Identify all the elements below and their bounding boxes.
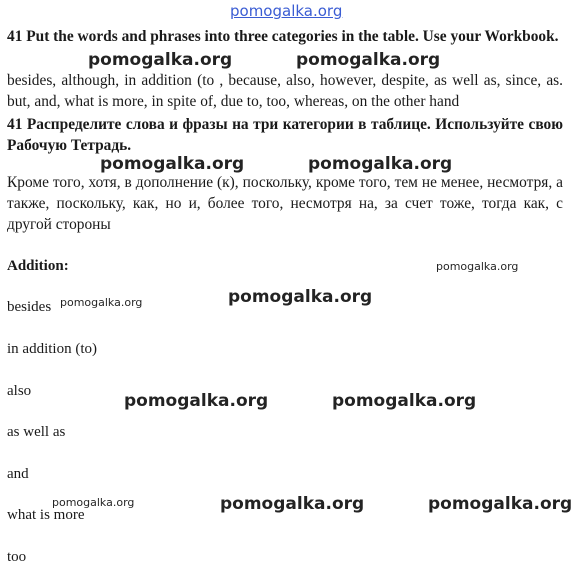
addition-item-in-addition: in addition (to) (7, 341, 97, 357)
watermark: pomogalka.org (88, 50, 233, 70)
watermark: pomogalka.org (436, 260, 519, 273)
addition-item-besides: besides (7, 299, 52, 315)
watermark: pomogalka.org (332, 391, 477, 411)
addition-item-too: too (7, 549, 27, 565)
watermark: pomogalka.org (228, 287, 373, 307)
watermark: pomogalka.org (52, 496, 135, 509)
watermark: pomogalka.org (296, 50, 441, 70)
watermark: pomogalka.org (124, 391, 269, 411)
task-title-en: 41 Put the words and phrases into three categories in the table. Use your Workbook. (7, 28, 559, 45)
site-watermark-top[interactable]: pomogalka.org (230, 2, 343, 20)
watermark: pomogalka.org (60, 296, 143, 309)
addition-item-as-well-as: as well as (7, 424, 66, 440)
watermark: pomogalka.org (220, 494, 365, 514)
task-words-ru: Кроме того, хотя, в дополнение (к), поскольку, кроме того, тем не менее, несмотря, а также, поскольку, как, но и, более того, несмотря на, за счет тоже, тогда как, с другой стороны (7, 174, 563, 233)
watermark: pomogalka.org (100, 154, 245, 174)
watermark: pomogalka.org (308, 154, 453, 174)
watermark: pomogalka.org (428, 494, 573, 514)
task-title-ru: 41 Распределите слова и фразы на три категории в таблице. Используйте свою Рабочую Тетрадь. (7, 116, 563, 154)
addition-item-what-is-more: what is more (7, 507, 85, 523)
addition-item-also: also (7, 383, 32, 399)
addition-item-and: and (7, 466, 29, 482)
task-words-en: besides, although, in addition (to , because, also, however, despite, as well as, since, as. but, and, what is more, in spite of, due to, too, whereas, on the other hand (7, 72, 563, 110)
addition-heading: Addition: (7, 258, 69, 274)
